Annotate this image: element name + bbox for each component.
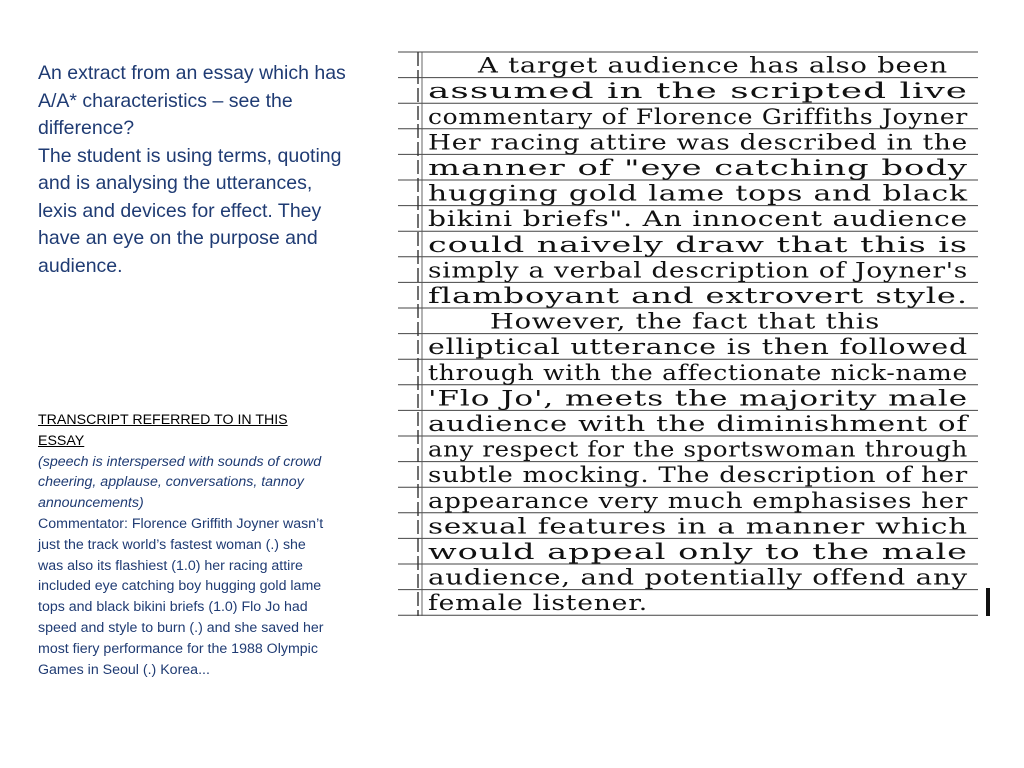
transcript-body: Commentator: Florence Griffith Joyner wasn’t just the track world’s fastest woman (.) she was also its flashiest (1.0) her racing attire included eye catching boy hugging gold lame tops and black bikini briefs (1.0) Flo Jo had speed and style to burn (.) and she saved her most fiery performance for the 1988 Olympic Games in Seoul (.) Korea... — [38, 515, 324, 678]
handwritten-line: audience, and potentially offend any — [428, 565, 968, 590]
handwritten-line: However, the fact that this — [490, 309, 880, 334]
handwritten-line: subtle mocking. The description of her — [428, 463, 969, 488]
handwritten-line: flamboyant and extrovert style. — [428, 284, 968, 308]
handwritten-line: would appeal only to the male — [428, 540, 968, 564]
handwriting-lines — [428, 54, 970, 616]
handwritten-line: simply a verbal description of Joyner's — [428, 258, 968, 283]
handwritten-line: audience with the diminishment of — [428, 412, 971, 436]
handwritten-line: hugging gold lame tops and black — [428, 181, 968, 206]
transcript-stage-note: (speech is interspersed with sounds of crowd cheering, applause, conversations, tannoy announcements) — [38, 453, 322, 512]
handwritten-line: any respect for the sportswoman through — [428, 437, 968, 462]
handwritten-line: A target audience has also been — [476, 53, 948, 78]
handwritten-line: sexual features in a manner which — [428, 514, 968, 539]
scan-edge-mark — [986, 588, 990, 616]
handwritten-line: appearance very much emphasises her — [428, 488, 969, 513]
handwritten-line: female listener. — [428, 591, 648, 616]
handwritten-line: 'Flo Jo', meets the majority male — [428, 386, 968, 411]
handwritten-line: elliptical utterance is then followed — [428, 335, 968, 360]
essay-scan-svg — [398, 48, 992, 620]
handwritten-line: Her racing attire was described in the — [428, 130, 968, 155]
handwritten-line: could naively draw that this is — [428, 232, 968, 257]
handwritten-essay-scan — [398, 48, 992, 620]
intro-line-1: An extract from an essay which has A/A* characteristics – see the difference? — [38, 62, 346, 139]
handwritten-line: assumed in the scripted live — [428, 79, 968, 104]
intro-text — [38, 60, 356, 280]
handwritten-line: bikini briefs". An innocent audience — [428, 207, 968, 232]
transcript-heading: TRANSCRIPT REFERRED TO IN THIS ESSAY — [38, 412, 288, 449]
intro-line-2: The student is using terms, quoting and is analysing the utterances, lexis and devices for effect. They have an eye on the purpose and audience. — [38, 144, 342, 277]
handwritten-line: through with the affectionate nick-name — [428, 360, 968, 385]
handwritten-line: manner of "eye catching body — [428, 156, 968, 180]
transcript-block — [38, 410, 334, 680]
handwritten-line: commentary of Florence Griffiths Joyner — [428, 104, 969, 129]
